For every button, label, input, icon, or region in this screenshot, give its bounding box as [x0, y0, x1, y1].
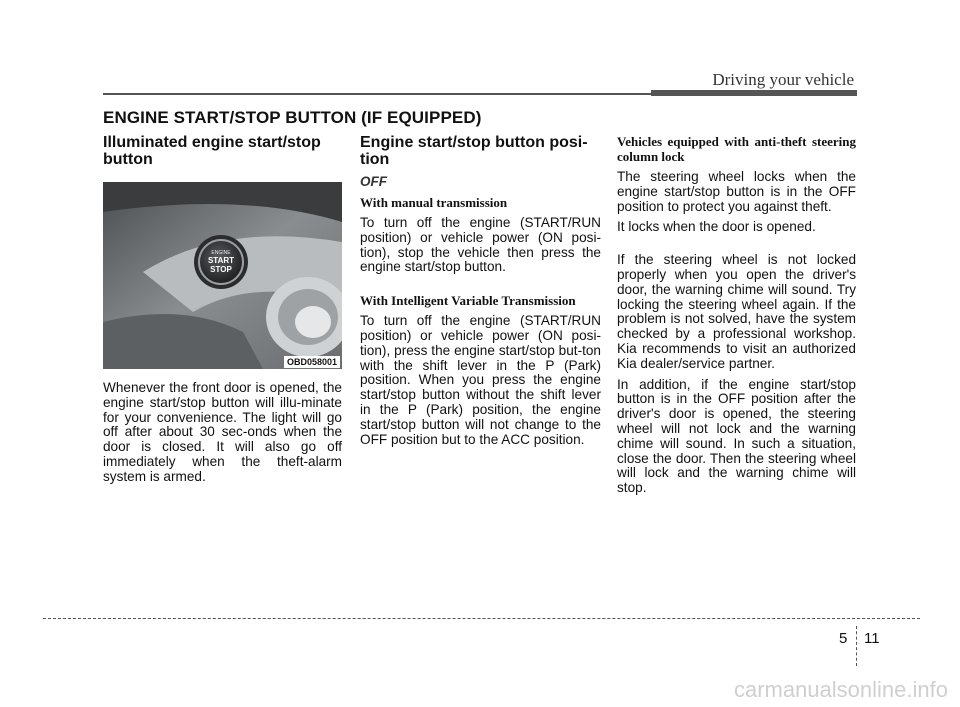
manual-transmission-heading: With manual transmission: [360, 195, 508, 210]
column-left: [103, 134, 342, 491]
antitheft-paragraph-2: It locks when the door is opened.: [617, 219, 816, 235]
position-heading: Engine start/stop button posi-tion: [360, 134, 588, 168]
antitheft-paragraph-4: In addition, if the engine start/stop button is in the OFF position after the driver's door is opened, the steering wheel will not lock and the warning chime will sound. In such a situation, close the door. Then the steering wheel will lock and the warning chime will stop.: [617, 376, 856, 496]
ivt-paragraph: To turn off the engine (START/RUN position) or vehicle power (ON posi-tion), press the engine start/stop but-ton with the shift lever in the P (Park) position. When you press the engine start/stop button without the shift lever in the P (Park) position, the engine start/stop button will not change to the OFF position but to the ACC position.: [360, 313, 601, 447]
illuminated-paragraph: Whenever the front door is opened, the engine start/stop button will illu-minate for your convenience. The light will go off after about 30 sec-onds when the door is closed. It will also go off immediately when the theft-alarm system is armed.: [103, 380, 342, 484]
section-title: ENGINE START/STOP BUTTON (IF EQUIPPED): [103, 108, 482, 127]
chapter-title: Driving your vehicle: [712, 70, 854, 89]
footer-rule: [43, 618, 920, 619]
off-label: OFF: [360, 174, 387, 189]
column-right: [617, 134, 856, 502]
button-stop-label: STOP: [210, 265, 232, 274]
page-number: 11: [864, 630, 880, 647]
column-middle: [360, 134, 601, 453]
ivt-heading: With Intelligent Variable Transmission: [360, 293, 576, 309]
start-stop-button-photo: [103, 182, 342, 369]
antitheft-heading: Vehicles equipped with anti-theft steering column lock: [617, 134, 856, 164]
manual-transmission-paragraph: To turn off the engine (START/RUN position) or vehicle power (ON posi-tion), stop the vehicle then press the engine start/stop button.: [360, 215, 601, 275]
button-start-label: START: [207, 256, 235, 265]
figure-code: OBD058001: [284, 356, 340, 368]
dashboard-illustration: [103, 182, 342, 369]
header-rule: [103, 93, 651, 95]
button-engine-label: ENGINE: [211, 250, 231, 256]
illuminated-heading: Illuminated engine start/stop button: [103, 134, 321, 168]
chapter-number: 5: [839, 630, 848, 647]
header-rule-accent: [651, 90, 857, 96]
footer-divider: [856, 626, 857, 666]
antitheft-paragraph-1: The steering wheel locks when the engine start/stop button is in the OFF position to protect you against theft.: [617, 169, 856, 214]
antitheft-paragraph-3: If the steering wheel is not locked properly when you open the driver's door, the warning chime will sound. Try locking the steering wheel again. If the problem is not solved, have the system checked by a professional workshop. Kia recommends to visit an authorized Kia dealer/service partner.: [617, 252, 856, 371]
watermark: carmanualsonline.info: [733, 677, 948, 702]
